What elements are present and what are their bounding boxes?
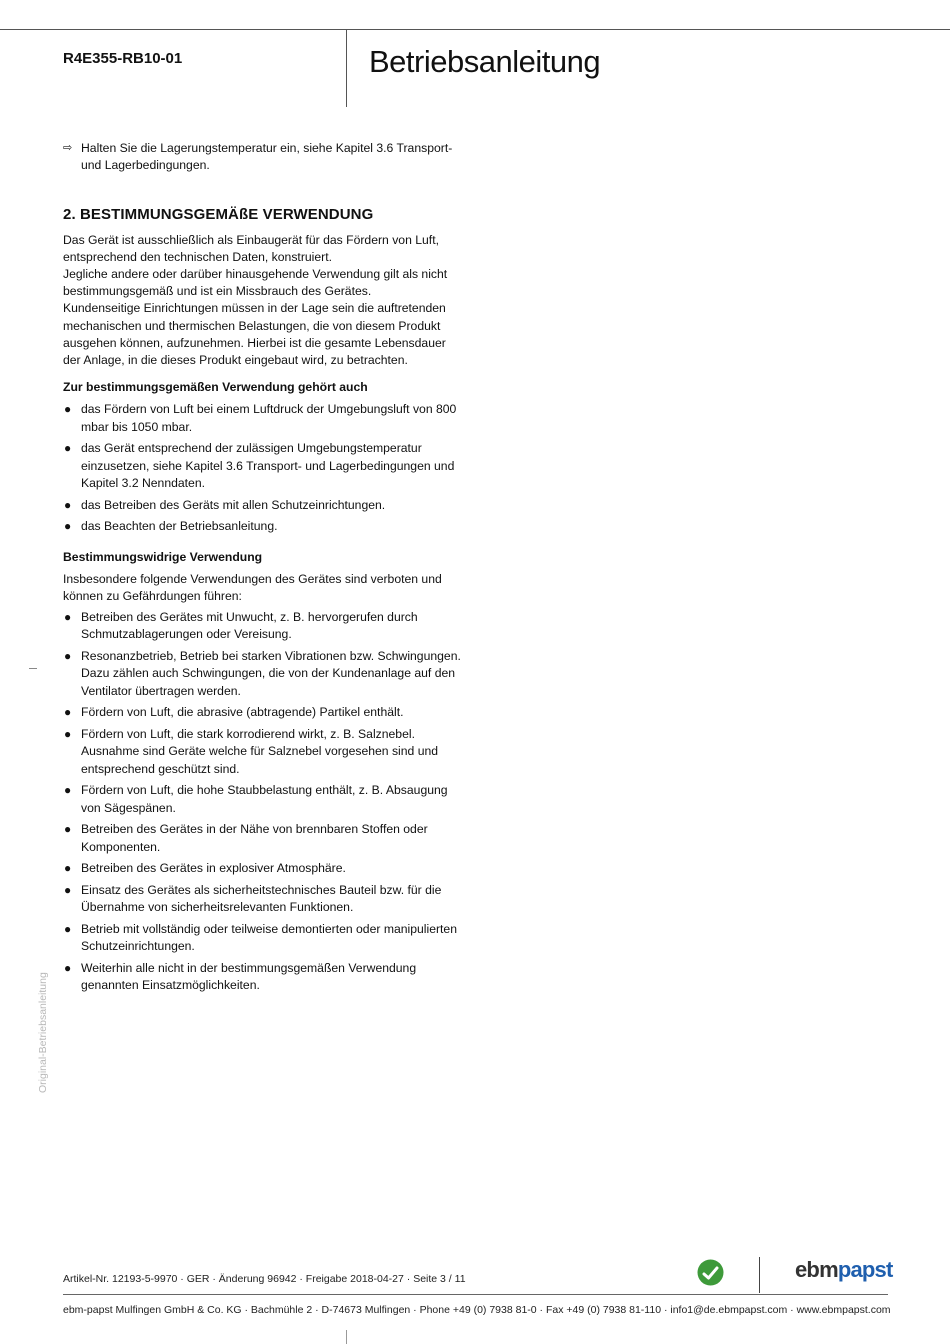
- header-top-rule: [0, 29, 950, 30]
- misuse-heading: Bestimmungswidrige Verwendung: [63, 549, 263, 564]
- bullet-icon: ●: [64, 922, 72, 937]
- bullet-icon: ●: [64, 441, 72, 456]
- greentech-badge-icon: [697, 1259, 724, 1286]
- arrow-icon: ⇨: [63, 142, 73, 154]
- misuse-list: [63, 609, 463, 994]
- list-item: [63, 401, 463, 435]
- list-item-text: Fördern von Luft, die stark korrodierend wirkt, z. B. Salznebel. Ausnahme sind Geräte welche für Salznebel vorgesehen sind und entsprechend geschützt sind.: [81, 727, 439, 776]
- list-item: [63, 882, 463, 916]
- list-item-text: Einsatz des Gerätes als sicherheitstechnisches Bauteil bzw. für die Übernahme von sicherheitsrelevanten Funktionen.: [81, 883, 442, 915]
- paragraph: Das Gerät ist ausschließlich als Einbaugerät für das Fördern von Luft, entsprechend den technischen Daten, konstruiert.: [63, 232, 439, 264]
- document-title: Betriebsanleitung: [369, 44, 601, 79]
- list-item-text: das Gerät entsprechend der zulässigen Umgebungstemperatur einzusetzen, siehe Kapitel 3.6 Transport- und Lagerbedingungen und Kapitel 3.2 Nenndaten.: [81, 441, 455, 490]
- list-item: [63, 648, 463, 700]
- list-item: [63, 860, 463, 877]
- intended-use-heading: Zur bestimmungsgemäßen Verwendung gehört auch: [63, 380, 368, 395]
- bullet-icon: ●: [64, 497, 72, 512]
- list-item-text: Betrieb mit vollständig oder teilweise demontierten oder manipulierten Schutzeinrichtungen.: [81, 922, 457, 954]
- bullet-icon: ●: [64, 610, 72, 625]
- paragraph: Kundenseitige Einrichtungen müssen in der Lage sein die auftretenden mechanischen und thermischen Belastungen, die von diesem Produkt ausgehen können, aufzunehmen. Hierbei ist die gesamte Lebensdauer der Anlage, in die dieses Produkt eingebaut wird, zu betrachten.: [63, 301, 446, 368]
- list-item: [63, 518, 463, 535]
- bullet-icon: ●: [64, 783, 72, 798]
- list-item: [63, 921, 463, 955]
- list-item: [63, 497, 463, 514]
- bullet-icon: ●: [64, 402, 72, 417]
- side-label: Original-Betriebsanleitung: [37, 972, 49, 1093]
- list-item-text: Betreiben des Gerätes mit Unwucht, z. B. hervorgerufen durch Schmutzablagerungen oder Vereisung.: [81, 610, 418, 642]
- footer-bottom-mark: [346, 1330, 347, 1344]
- list-item: [63, 609, 463, 643]
- list-item-text: Weiterhin alle nicht in der bestimmungsgemäßen Verwendung genannten Einsatzmöglichkeiten.: [81, 961, 417, 993]
- brand-logo-part2: papst: [837, 1257, 893, 1282]
- document-code: R4E355-RB10-01: [63, 50, 183, 67]
- storage-note-text: Halten Sie die Lagerungstemperatur ein, siehe Kapitel 3.6 Transport- und Lagerbedingungen.: [81, 141, 453, 173]
- bullet-icon: ●: [64, 883, 72, 898]
- storage-temperature-note: [63, 140, 463, 174]
- intended-use-list: [63, 401, 463, 535]
- list-item-text: das Betreiben des Geräts mit allen Schutzeinrichtungen.: [81, 497, 386, 512]
- list-item: [63, 821, 463, 855]
- list-item: [63, 782, 463, 816]
- brand-logo: [795, 1257, 893, 1283]
- footer-rule-top: [63, 1294, 888, 1295]
- main-content: [63, 140, 463, 999]
- footer-address: ebm-papst Mulfingen GmbH & Co. KG · Bachmühle 2 · D-74673 Mulfingen · Phone +49 (0) 7938 81-0 · Fax +49 (0) 7938 81-110 · info1@de.ebmpapst.com · www.ebmpapst.com: [63, 1304, 891, 1316]
- bullet-icon: ●: [64, 649, 72, 664]
- list-item: [63, 440, 463, 492]
- badge-circle: [698, 1260, 724, 1286]
- bullet-icon: ●: [64, 727, 72, 742]
- brand-logo-part1: ebm: [795, 1257, 838, 1282]
- list-item: [63, 960, 463, 994]
- list-item-text: Betreiben des Gerätes in explosiver Atmosphäre.: [81, 861, 346, 876]
- footer-meta: Artikel-Nr. 12193-5-9970 · GER · Änderung 96942 · Freigabe 2018-04-27 · Seite 3 / 11: [63, 1273, 466, 1285]
- list-item-text: Fördern von Luft, die abrasive (abtragende) Partikel enthält.: [81, 705, 404, 720]
- bullet-icon: ●: [64, 519, 72, 534]
- bullet-icon: ●: [64, 705, 72, 720]
- list-item-text: das Fördern von Luft bei einem Luftdruck der Umgebungsluft von 800 mbar bis 1050 mbar.: [81, 402, 457, 434]
- fold-mark: [29, 668, 37, 669]
- misuse-intro: Insbesondere folgende Verwendungen des Gerätes sind verboten und können zu Gefährdungen führen:: [63, 571, 442, 604]
- list-item-text: Fördern von Luft, die hohe Staubbelastung enthält, z. B. Absaugung von Sägespänen.: [81, 783, 448, 815]
- list-item: [63, 726, 463, 778]
- list-item-text: Resonanzbetrieb, Betrieb bei starken Vibrationen bzw. Schwingungen. Dazu zählen auch Schwingungen, die von der Kundenanlage auf den Ventilator übertragen werden.: [81, 649, 461, 698]
- list-item: [63, 704, 463, 721]
- section-heading: 2. BESTIMMUNGSGEMÄßE VERWENDUNG: [63, 206, 374, 224]
- list-item-text: das Beachten der Betriebsanleitung.: [81, 519, 278, 534]
- list-item-text: Betreiben des Gerätes in der Nähe von brennbaren Stoffen oder Komponenten.: [81, 822, 428, 854]
- footer-logo-divider: [759, 1257, 760, 1293]
- bullet-icon: ●: [64, 961, 72, 976]
- bullet-icon: ●: [64, 861, 72, 876]
- paragraph: Jegliche andere oder darüber hinausgehende Verwendung gilt als nicht bestimmungsgemäß und ist ein Missbrauch des Gerätes.: [63, 267, 448, 299]
- bullet-icon: ●: [64, 822, 72, 837]
- header-divider: [346, 29, 347, 107]
